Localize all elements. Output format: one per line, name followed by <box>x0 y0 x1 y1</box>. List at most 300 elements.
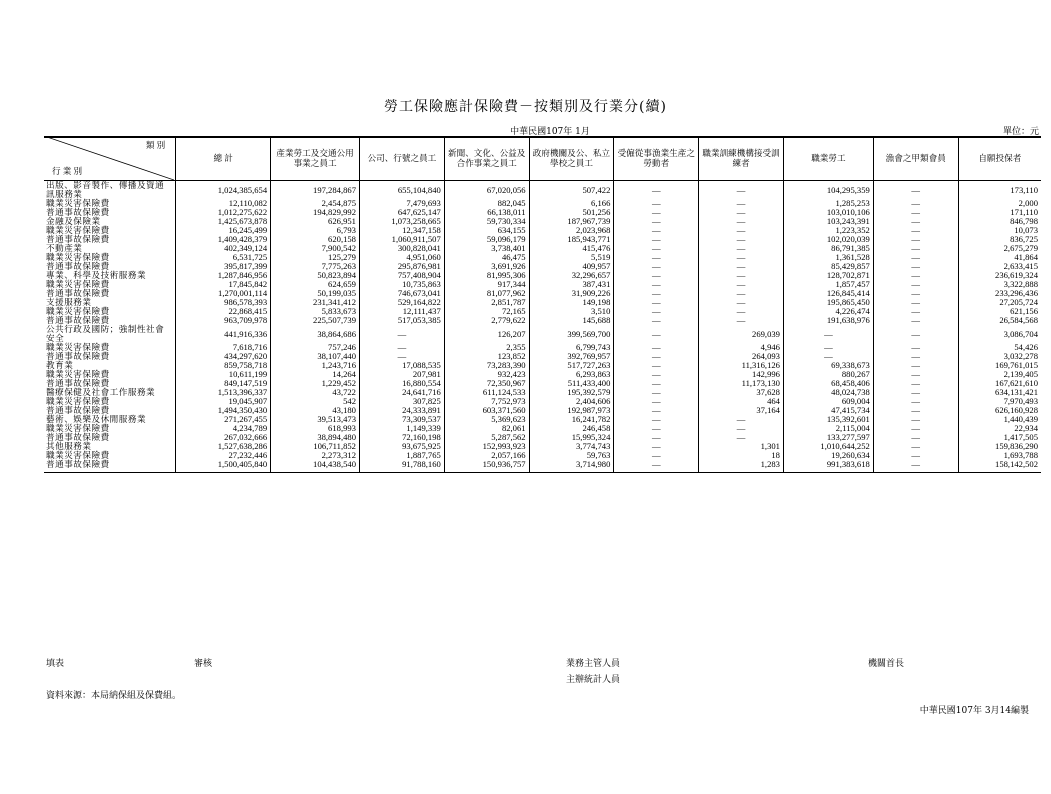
premium-type-label: 職業災害保險費 <box>44 397 176 406</box>
cell-value: 72,165 <box>444 307 529 316</box>
report-date: 中華民國107年 1月 <box>510 127 590 137</box>
cell-value: 10,073 <box>1014 225 1038 235</box>
cell-value: — <box>614 316 699 325</box>
industry-row <box>44 415 1041 424</box>
cell-value: — <box>873 298 958 307</box>
cell-value: 102,020,039 <box>783 235 873 244</box>
premium-subrow <box>44 253 1041 262</box>
cell-value: — <box>873 208 958 217</box>
cell-value: 846,798 <box>1010 216 1038 226</box>
cell-value: — <box>614 262 699 271</box>
cell-value: 135,392,601 <box>783 415 873 424</box>
footer-chief: 機關首長 <box>868 659 905 669</box>
cell-value: 295,876,981 <box>359 262 444 271</box>
cell-value: 6,166 <box>529 199 614 208</box>
cell-value: 2,779,622 <box>444 316 529 325</box>
cell-value: — <box>699 298 784 307</box>
cell-value: — <box>614 208 699 217</box>
premium-type-label: 職業災害保險費 <box>44 280 176 289</box>
cell-value: 746,673,041 <box>359 289 444 298</box>
cell-value: — <box>614 370 699 379</box>
col-header: 職業勞工 <box>783 136 873 181</box>
cell-value: 1,361,528 <box>783 253 873 262</box>
footer-source: 資料來源：本局納保組及保費組。 <box>46 691 182 701</box>
cell-value: 38,107,440 <box>271 352 360 361</box>
cell-value: 195,865,450 <box>783 298 873 307</box>
cell-value: 618,993 <box>271 424 360 433</box>
cell-value: — <box>873 271 958 280</box>
cell-value: 123,852 <box>444 352 529 361</box>
cell-value: 409,957 <box>529 262 614 271</box>
cell-value: 207,981 <box>359 370 444 379</box>
cell-value: — <box>873 379 958 388</box>
cell-value: 2,404,606 <box>529 397 614 406</box>
cell-value: 10,611,199 <box>176 370 271 379</box>
cell-value: 72,350,967 <box>444 379 529 388</box>
premium-subrow <box>44 307 1041 316</box>
cell-value: 2,057,166 <box>444 451 529 460</box>
cell-value: 1,409,428,379 <box>176 235 271 244</box>
footer-compiled-date: 中華民國107年 3月14編製 <box>919 706 1029 716</box>
premium-subrow <box>44 406 1041 415</box>
cell-value: 38,894,480 <box>271 433 360 442</box>
cell-value: 507,422 <box>529 181 614 200</box>
industry-label: 支援服務業 <box>44 298 176 307</box>
premium-subrow <box>44 280 1041 289</box>
cell-value: 1,060,911,507 <box>359 235 444 244</box>
cell-value: — <box>873 352 958 361</box>
cell-value: 73,309,537 <box>359 415 444 424</box>
cell-value: — <box>699 181 784 200</box>
premium-subrow <box>44 397 1041 406</box>
cell-value: — <box>614 433 699 442</box>
footer-supervisor: 業務主管人員 <box>566 659 621 669</box>
cell-value: — <box>699 433 784 442</box>
cell-value: 836,725 <box>1010 234 1038 244</box>
cell-value: 511,433,400 <box>529 379 614 388</box>
cell-value: 269,039 <box>699 325 784 343</box>
cell-value: 634,155 <box>444 226 529 235</box>
cell-value: 6,293,863 <box>529 370 614 379</box>
cell-value: 7,900,542 <box>271 244 360 253</box>
premium-subrow <box>44 226 1041 235</box>
cell-value: — <box>873 406 958 415</box>
cell-value: 1,494,350,430 <box>176 406 271 415</box>
cell-value: 2,273,312 <box>271 451 360 460</box>
cell-value: 46,475 <box>444 253 529 262</box>
cell-value: 1,440,439 <box>1003 414 1038 424</box>
industry-label: 出版、影音製作、傳播及資通訊服務業 <box>44 181 176 200</box>
cell-value: — <box>614 397 699 406</box>
cell-value: 849,147,519 <box>176 379 271 388</box>
cell-value: 4,226,474 <box>783 307 873 316</box>
premium-type-label: 普通事故保險費 <box>44 433 176 442</box>
premium-subrow <box>44 352 1041 361</box>
cell-value: 2,000 <box>1018 198 1038 208</box>
cell-value: 757,246 <box>271 343 360 352</box>
industry-label: 不動產業 <box>44 244 176 253</box>
cell-value: 2,851,787 <box>444 298 529 307</box>
premium-type-label: 職業災害保險費 <box>44 307 176 316</box>
industry-row <box>44 325 1041 343</box>
cell-value: 10,735,863 <box>359 280 444 289</box>
industry-label: 其他服務業 <box>44 442 176 451</box>
cell-value: 300,828,041 <box>359 244 444 253</box>
cell-value: 233,296,436 <box>995 288 1038 298</box>
cell-value: 47,415,734 <box>783 406 873 415</box>
cell-value: 6,799,743 <box>529 343 614 352</box>
cell-value: 392,769,957 <box>529 352 614 361</box>
cell-value: 634,131,421 <box>995 387 1038 397</box>
cell-value: 225,507,739 <box>271 316 360 325</box>
cell-value: 7,479,693 <box>359 199 444 208</box>
cell-value: 106,711,852 <box>271 442 360 451</box>
cell-value: 1,500,405,840 <box>176 460 271 473</box>
cell-value: — <box>699 217 784 226</box>
cell-value: 882,045 <box>444 199 529 208</box>
col-header: 公司、行號之員工 <box>359 136 444 181</box>
cell-value: 11,316,126 <box>699 361 784 370</box>
cell-value: 2,139,405 <box>1003 369 1038 379</box>
cell-value: — <box>873 451 958 460</box>
cell-value: — <box>699 280 784 289</box>
premium-subrow <box>44 289 1041 298</box>
cell-value: 3,510 <box>529 307 614 316</box>
cell-value: 307,825 <box>359 397 444 406</box>
premium-type-label: 職業災害保險費 <box>44 199 176 208</box>
cell-value: 859,758,718 <box>176 361 271 370</box>
premium-type-label: 職業災害保險費 <box>44 226 176 235</box>
cell-value: — <box>614 244 699 253</box>
cell-value: 236,619,324 <box>995 270 1038 280</box>
premium-type-label: 普通事故保險費 <box>44 235 176 244</box>
cell-value: — <box>614 442 699 451</box>
cell-value: 5,287,562 <box>444 433 529 442</box>
cell-value: — <box>614 379 699 388</box>
cell-value: 158,142,502 <box>958 460 1041 473</box>
cell-value: 1,073,258,665 <box>359 217 444 226</box>
cell-value: 37,628 <box>699 388 784 397</box>
cell-value: 3,738,401 <box>444 244 529 253</box>
cell-value: — <box>699 316 784 325</box>
cell-value: 191,638,976 <box>783 316 873 325</box>
cell-value: — <box>873 253 958 262</box>
cell-value: 246,458 <box>529 424 614 433</box>
cell-value: 173,110 <box>1010 184 1038 195</box>
cell-value: — <box>699 253 784 262</box>
cell-value: 18 <box>699 451 784 460</box>
cell-value: 104,295,359 <box>783 181 873 200</box>
corner-top-label: 類 別 <box>145 140 166 150</box>
cell-value: — <box>873 307 958 316</box>
cell-value: 17,845,842 <box>176 280 271 289</box>
cell-value: — <box>783 325 873 343</box>
cell-value: 37,164 <box>699 406 784 415</box>
cell-value: — <box>614 352 699 361</box>
cell-value: 128,702,871 <box>783 271 873 280</box>
unit-label: 單位：元 <box>1002 127 1039 137</box>
header-corner <box>44 136 176 181</box>
cell-value: 26,584,568 <box>999 315 1038 325</box>
corner-bottom-label: 行 業 別 <box>52 166 83 176</box>
cell-value: 38,864,686 <box>271 325 360 343</box>
footer-fill: 填表 <box>46 659 65 669</box>
cell-value: 501,256 <box>529 208 614 217</box>
cell-value: 626,951 <box>271 217 360 226</box>
premium-subrow <box>44 199 1041 208</box>
col-header: 新聞、文化、公益及合作事業之員工 <box>444 136 529 181</box>
cell-value: 4,951,060 <box>359 253 444 262</box>
premium-type-label: 普通事故保險費 <box>44 262 176 271</box>
cell-value: 103,010,106 <box>783 208 873 217</box>
cell-value: 1,223,352 <box>783 226 873 235</box>
cell-value: 2,454,875 <box>271 199 360 208</box>
cell-value: 82,061 <box>444 424 529 433</box>
col-header: 漁會之甲類會員 <box>873 136 958 181</box>
cell-value: 2,633,415 <box>1003 261 1038 271</box>
cell-value: 66,138,011 <box>444 208 529 217</box>
cell-value: 3,086,704 <box>1003 328 1038 339</box>
cell-value: 464 <box>699 397 784 406</box>
cell-value: 159,836,290 <box>995 441 1038 451</box>
cell-value: 1,857,457 <box>783 280 873 289</box>
cell-value: — <box>873 199 958 208</box>
premium-type-label: 普通事故保險費 <box>44 289 176 298</box>
cell-value: — <box>614 451 699 460</box>
premium-type-label: 普通事故保險費 <box>44 352 176 361</box>
cell-value: 1,010,644,252 <box>783 442 873 451</box>
industry-row <box>44 442 1041 451</box>
cell-value: 72,160,198 <box>359 433 444 442</box>
cell-value: 1,243,716 <box>271 361 360 370</box>
cell-value: — <box>873 361 958 370</box>
cell-value: 48,024,738 <box>783 388 873 397</box>
footer-stats-officer: 主辦統計人員 <box>566 675 621 685</box>
industry-row <box>44 361 1041 370</box>
cell-value: 1,693,788 <box>1003 450 1038 460</box>
cell-value: 133,277,597 <box>783 433 873 442</box>
cell-value: — <box>614 280 699 289</box>
cell-value: — <box>873 460 958 473</box>
cell-value: 609,004 <box>783 397 873 406</box>
cell-value: 6,531,725 <box>176 253 271 262</box>
cell-value: 150,936,757 <box>444 460 529 473</box>
cell-value: — <box>359 352 444 361</box>
cell-value: 611,124,533 <box>444 388 529 397</box>
cell-value: 1,024,385,654 <box>176 181 271 200</box>
cell-value: 12,347,158 <box>359 226 444 235</box>
cell-value: — <box>614 226 699 235</box>
cell-value: 1,287,846,956 <box>176 271 271 280</box>
cell-value: 1,285,253 <box>783 199 873 208</box>
cell-value: — <box>699 199 784 208</box>
cell-value: 125,279 <box>271 253 360 262</box>
cell-value: 24,333,891 <box>359 406 444 415</box>
cell-value: 517,053,385 <box>359 316 444 325</box>
cell-value: 194,829,992 <box>271 208 360 217</box>
col-header: 自願投保者 <box>958 136 1041 181</box>
cell-value: 59,096,179 <box>444 235 529 244</box>
cell-value: 81,995,306 <box>444 271 529 280</box>
col-header: 總 計 <box>176 136 271 181</box>
cell-value: — <box>873 397 958 406</box>
cell-value: — <box>873 316 958 325</box>
cell-value: 69,338,673 <box>783 361 873 370</box>
cell-value: 1,417,505 <box>1003 432 1038 442</box>
cell-value: — <box>614 253 699 262</box>
cell-value: 152,993,923 <box>444 442 529 451</box>
cell-value: — <box>614 460 699 473</box>
cell-value: 991,383,618 <box>783 460 873 473</box>
cell-value: 1,301 <box>699 442 784 451</box>
cell-value: 50,823,894 <box>271 271 360 280</box>
cell-value: 434,297,620 <box>176 352 271 361</box>
premium-type-label: 普通事故保險費 <box>44 460 176 473</box>
cell-value: 59,763 <box>529 451 614 460</box>
cell-value: — <box>699 307 784 316</box>
cell-value: 6,793 <box>271 226 360 235</box>
cell-value: 963,709,978 <box>176 316 271 325</box>
cell-value: — <box>699 235 784 244</box>
cell-value: 93,675,925 <box>359 442 444 451</box>
cell-value: 517,727,263 <box>529 361 614 370</box>
cell-value: 91,788,160 <box>359 460 444 473</box>
table-body <box>44 181 1041 473</box>
cell-value: — <box>873 181 958 200</box>
cell-value: 7,618,716 <box>176 343 271 352</box>
cell-value: — <box>873 442 958 451</box>
premium-type-label: 職業災害保險費 <box>44 343 176 352</box>
cell-value: — <box>699 271 784 280</box>
cell-value: 27,232,446 <box>176 451 271 460</box>
cell-value: — <box>873 226 958 235</box>
cell-value: 16,241,782 <box>529 415 614 424</box>
cell-value: 5,369,623 <box>444 415 529 424</box>
cell-value: 19,045,907 <box>176 397 271 406</box>
cell-value: — <box>873 388 958 397</box>
industry-row <box>44 217 1041 226</box>
premium-type-label: 普通事故保險費 <box>44 208 176 217</box>
cell-value: — <box>873 262 958 271</box>
cell-value: — <box>873 433 958 442</box>
cell-value: 1,270,001,114 <box>176 289 271 298</box>
cell-value: 1,513,396,337 <box>176 388 271 397</box>
cell-value: 12,111,437 <box>359 307 444 316</box>
premium-subrow <box>44 460 1041 473</box>
premium-type-label: 普通事故保險費 <box>44 316 176 325</box>
cell-value: 986,578,393 <box>176 298 271 307</box>
cell-value: 620,158 <box>271 235 360 244</box>
cell-value: 655,104,840 <box>359 181 444 200</box>
cell-value: 43,180 <box>271 406 360 415</box>
cell-value: — <box>873 370 958 379</box>
cell-value: — <box>783 343 873 352</box>
cell-value: — <box>614 217 699 226</box>
col-header: 職業訓練機構接受訓練者 <box>699 136 784 181</box>
cell-value: 142,996 <box>699 370 784 379</box>
cell-value: 932,423 <box>444 370 529 379</box>
cell-value: — <box>614 271 699 280</box>
cell-value: — <box>614 361 699 370</box>
cell-value: 86,791,385 <box>783 244 873 253</box>
cell-value: — <box>359 325 444 343</box>
premium-type-label: 職業災害保險費 <box>44 253 176 262</box>
cell-value: 85,429,857 <box>783 262 873 271</box>
premium-subrow <box>44 262 1041 271</box>
cell-value: 542 <box>271 397 360 406</box>
cell-value: 529,164,822 <box>359 298 444 307</box>
cell-value: 167,621,610 <box>995 378 1038 388</box>
cell-value: — <box>614 199 699 208</box>
cell-value: 16,880,554 <box>359 379 444 388</box>
cell-value: 402,349,124 <box>176 244 271 253</box>
cell-value: — <box>614 388 699 397</box>
premium-type-label: 普通事故保險費 <box>44 379 176 388</box>
industry-label: 公共行政及國防；強制性社會安全 <box>44 325 176 343</box>
cell-value: 11,173,130 <box>699 379 784 388</box>
premium-subrow <box>44 433 1041 442</box>
cell-value: — <box>614 325 699 343</box>
cell-value: 103,243,391 <box>783 217 873 226</box>
cell-value: — <box>614 415 699 424</box>
cell-value: — <box>873 415 958 424</box>
cell-value: — <box>614 406 699 415</box>
cell-value: 185,943,771 <box>529 235 614 244</box>
premium-subrow <box>44 208 1041 217</box>
cell-value: 621,156 <box>1010 306 1038 316</box>
report-title: 勞工保險應計保險費－按類別及行業分(續) <box>384 99 667 115</box>
cell-value: — <box>873 343 958 352</box>
cell-value: 7,752,973 <box>444 397 529 406</box>
industry-label: 金融及保險業 <box>44 217 176 226</box>
cell-value: 399,569,700 <box>529 325 614 343</box>
cell-value: 2,675,279 <box>1003 243 1038 253</box>
cell-value: 603,371,560 <box>444 406 529 415</box>
cell-value: 441,916,336 <box>176 325 271 343</box>
cell-value: 187,967,739 <box>529 217 614 226</box>
col-header: 產業勞工及交通公用事業之員工 <box>271 136 360 181</box>
cell-value: 14,264 <box>271 370 360 379</box>
cell-value: 126,207 <box>444 325 529 343</box>
cell-value: — <box>699 208 784 217</box>
industry-label: 教育業 <box>44 361 176 370</box>
industry-row <box>44 271 1041 280</box>
cell-value: 1,283 <box>699 460 784 473</box>
cell-value: 231,341,412 <box>271 298 360 307</box>
cell-value: 624,659 <box>271 280 360 289</box>
cell-value: 1,887,765 <box>359 451 444 460</box>
industry-label: 專業、科學及技術服務業 <box>44 271 176 280</box>
cell-value: 271,267,455 <box>176 415 271 424</box>
footer-review: 審核 <box>194 659 213 669</box>
cell-value: 126,845,414 <box>783 289 873 298</box>
cell-value: 3,691,926 <box>444 262 529 271</box>
cell-value: 4,234,789 <box>176 424 271 433</box>
cell-value: 104,438,540 <box>271 460 360 473</box>
cell-value: — <box>699 424 784 433</box>
cell-value: 1,012,275,622 <box>176 208 271 217</box>
cell-value: 7,970,493 <box>1003 396 1038 406</box>
cell-value: 68,458,406 <box>783 379 873 388</box>
cell-value: — <box>699 244 784 253</box>
cell-value: 81,077,962 <box>444 289 529 298</box>
industry-row <box>44 181 1041 200</box>
cell-value: 267,032,666 <box>176 433 271 442</box>
cell-value: — <box>614 298 699 307</box>
header-row <box>44 136 1041 181</box>
cell-value: 192,987,973 <box>529 406 614 415</box>
cell-value: 2,115,004 <box>783 424 873 433</box>
